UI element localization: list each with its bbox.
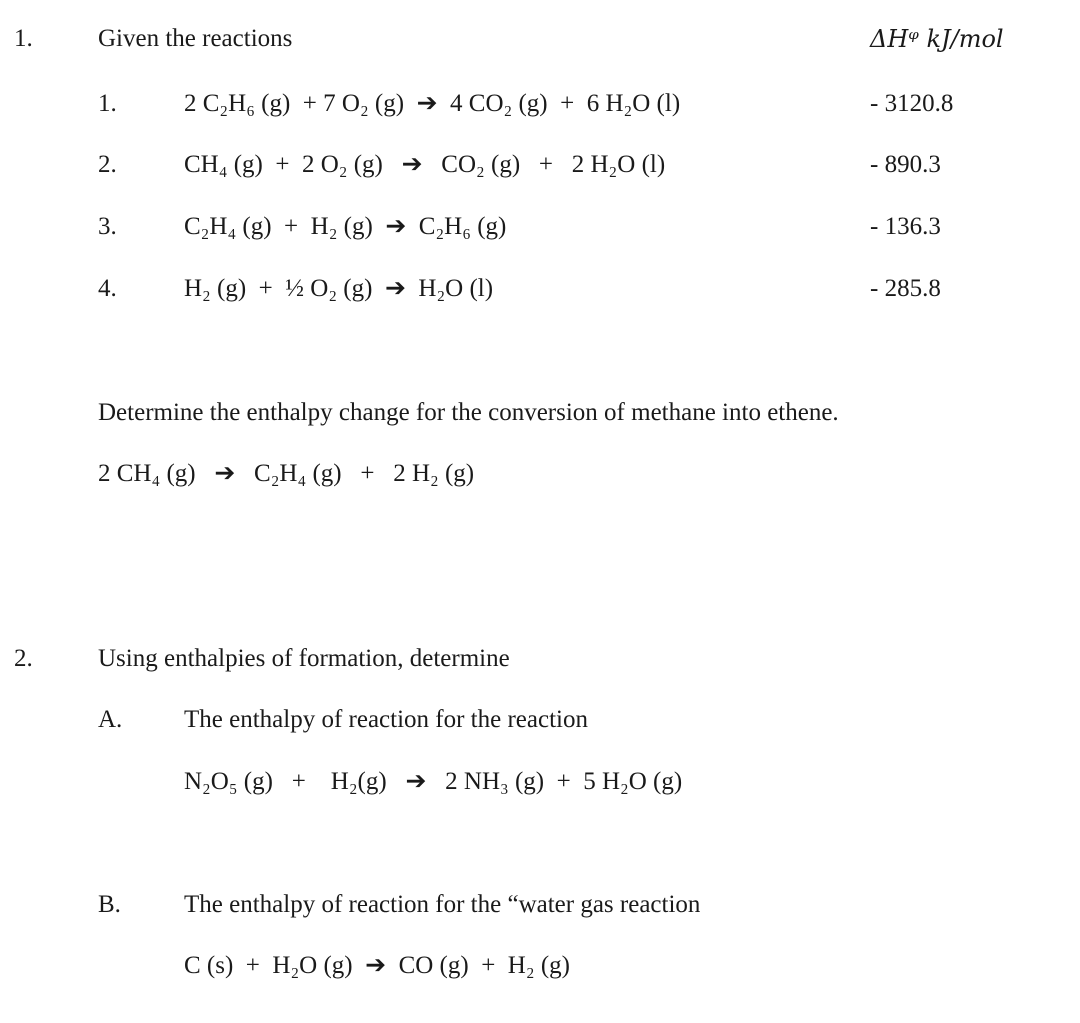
reaction-1-enthalpy: - 3120.8	[870, 90, 954, 117]
part-a-letter: A.	[98, 706, 123, 733]
reaction-2-equation: CH₄ (g) + 2 O₂ (g) ➔ CO₂ (g) + 2 H₂O (l)	[184, 151, 666, 178]
part-b-equation: C (s) + H₂O (g) ➔ CO (g) + H₂ (g)	[184, 952, 570, 979]
part-a-equation: N₂O₅ (g) + H₂(g) ➔ 2 NH₃ (g) + 5 H₂O (g)	[184, 768, 683, 795]
question-1-number: 1.	[14, 25, 33, 52]
reaction-1-index: 1.	[98, 90, 117, 117]
question-1-intro: Given the reactions	[98, 25, 293, 52]
reaction-2-enthalpy: - 890.3	[870, 151, 941, 178]
reaction-4-index: 4.	[98, 275, 117, 302]
question-1-target-equation: 2 CH₄ (g) ➔ C₂H₄ (g) + 2 H₂ (g)	[98, 460, 475, 487]
reaction-3-equation: C₂H₄ (g) + H₂ (g) ➔ C₂H₆ (g)	[184, 213, 507, 240]
enthalpy-column-header: ΔHᵠ kJ/mol	[870, 25, 1004, 53]
part-b-text: The enthalpy of reaction for the “water gas reaction	[184, 891, 701, 918]
part-a-text: The enthalpy of reaction for the reaction	[184, 706, 588, 733]
reaction-4-enthalpy: - 285.8	[870, 275, 941, 302]
reaction-3-index: 3.	[98, 213, 117, 240]
reaction-4-equation: H₂ (g) + ½ O₂ (g) ➔ H₂O (l)	[184, 275, 494, 302]
reaction-3-enthalpy: - 136.3	[870, 213, 941, 240]
reaction-2-index: 2.	[98, 151, 117, 178]
question-2-intro: Using enthalpies of formation, determine	[98, 645, 510, 672]
reaction-1-equation: 2 C₂H₆ (g) + 7 O₂ (g) ➔ 4 CO₂ (g) + 6 H₂O (l)	[184, 90, 681, 117]
question-2-number: 2.	[14, 645, 33, 672]
question-1-task: Determine the enthalpy change for the conversion of methane into ethene.	[98, 399, 839, 426]
part-b-letter: B.	[98, 891, 121, 918]
